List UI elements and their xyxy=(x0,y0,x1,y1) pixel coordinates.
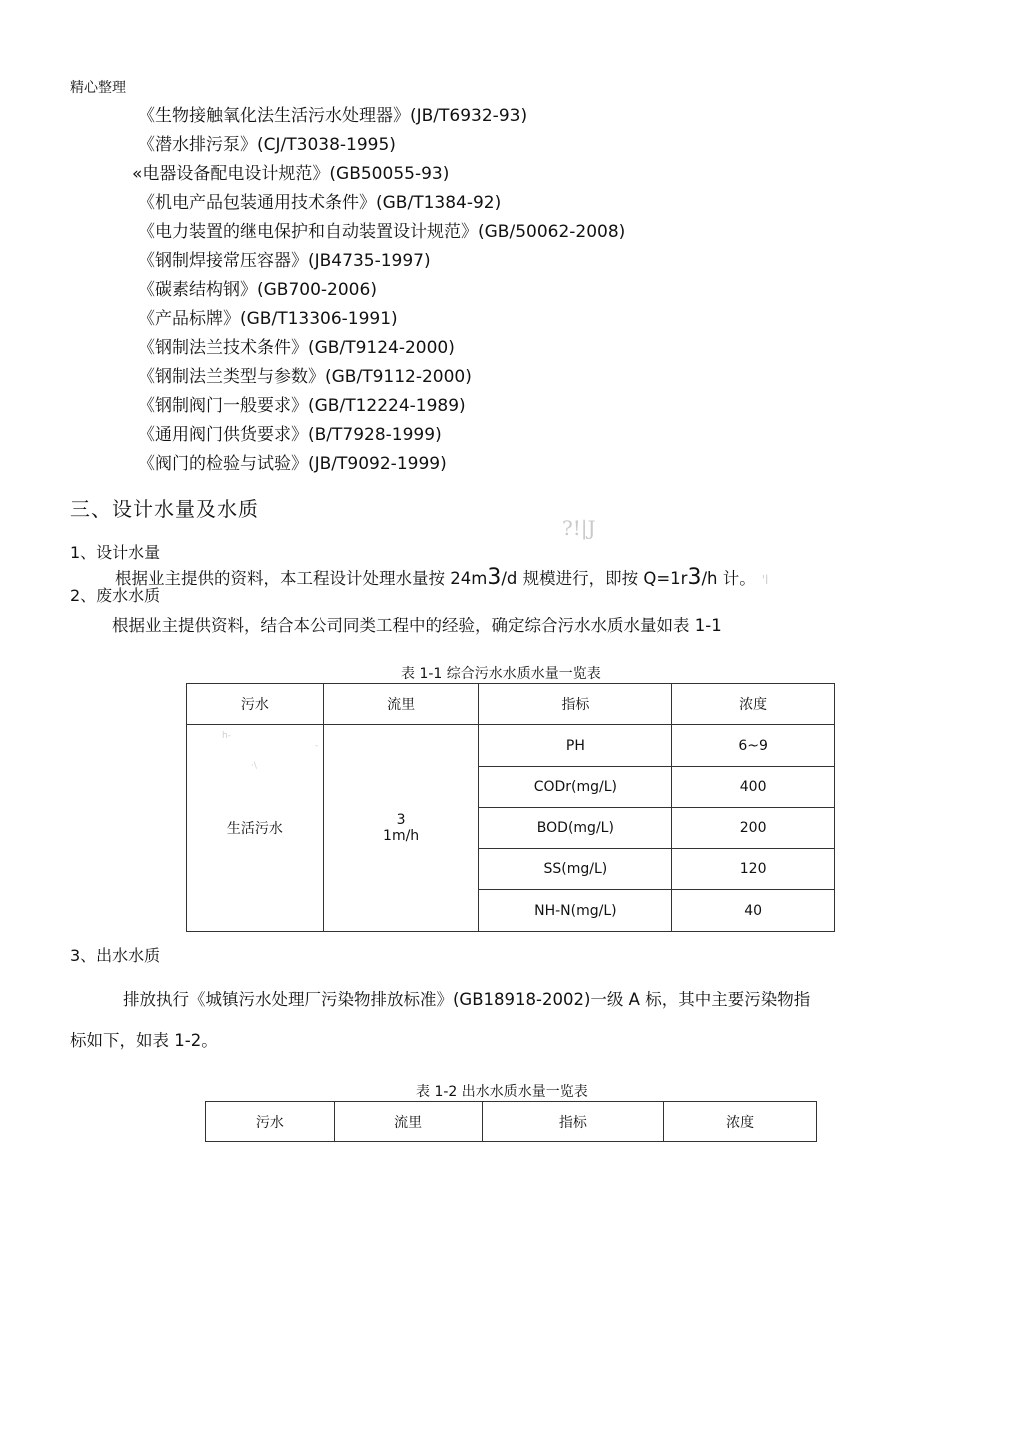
standard-item: 《碳素结构钢》(GB700-2006) xyxy=(138,280,377,300)
wastewater-quality-text: 根据业主提供资料，结合本公司同类工程中的经验，确定综合污水水质水量如表 1-1 xyxy=(112,616,722,635)
standard-item: 《钢制阀门一般要求》(GB/T12224-1989) xyxy=(138,396,466,416)
effluent-quality-text-1: 排放执行《城镇污水处理厂污染物排放标准》(GB18918-2002)一级 A 标，其中主要污染物指 xyxy=(123,990,811,1009)
page-header: 精心整理 xyxy=(70,80,126,96)
standard-item: 《电力装置的继电保护和自动装置设计规范》(GB/50062-2008) xyxy=(138,222,626,242)
standard-item: 《通用阀门供货要求》(B/T7928-1999) xyxy=(138,425,442,445)
table2-header-cell: 浓度 xyxy=(664,1102,817,1142)
design-flow-superscript-a: 3 xyxy=(487,565,502,590)
subsection-effluent-quality-title: 3、出水水质 xyxy=(70,946,161,965)
table1-indicator: BOD(mg/L) xyxy=(479,808,672,849)
design-flow-text-a: 根据业主提供的资料，本工程设计处理水量按 24m xyxy=(115,569,488,588)
table1-value: 400 xyxy=(672,767,835,808)
design-flow-tail-mark: 'l xyxy=(761,573,769,587)
table1-header-cell: 浓度 xyxy=(672,684,835,725)
standard-item: 《钢制法兰技术条件》(GB/T9124-2000) xyxy=(138,338,455,358)
table1-flow-superscript: 3 xyxy=(396,812,406,828)
table1-indicator: NH-N(mg/L) xyxy=(479,890,672,932)
standard-item: 《机电产品包装通用技术条件》(GB/T1384-92) xyxy=(138,193,502,213)
table2-header-row xyxy=(206,1102,817,1142)
table1-water-type: 生活污水 xyxy=(226,821,283,837)
design-flow-text-b: /d 规模进行，即按 Q=1r xyxy=(501,569,688,588)
design-flow-superscript-b: 3 xyxy=(687,565,702,590)
effluent-quality-text-2: 标如下，如表 1-2。 xyxy=(70,1031,218,1050)
table2-header-cell: 流里 xyxy=(334,1102,482,1142)
standard-item: 《生物接触氧化法生活污水处理器》(JB/T6932-93) xyxy=(138,106,528,126)
table1-header-cell: 污水 xyxy=(187,684,324,725)
design-flow-text-c: /h 计。 xyxy=(701,569,756,588)
ghost-mark: ·\ xyxy=(251,761,257,771)
table1 xyxy=(186,683,835,932)
table1-value: 200 xyxy=(672,808,835,849)
section-title: 三、设计水量及水质 xyxy=(70,497,259,521)
table-row xyxy=(187,725,835,767)
table2-caption: 表 1-2 出水水质水量一览表 xyxy=(416,1084,588,1100)
standard-item: 《阀门的检验与试验》(JB/T9092-1999) xyxy=(138,454,447,474)
table1-flow-cell xyxy=(323,725,479,932)
table2 xyxy=(205,1101,817,1142)
table1-value: 40 xyxy=(672,890,835,932)
table1-value: 6~9 xyxy=(672,725,835,767)
subsection-wastewater-quality-title: 2、废水水质 xyxy=(70,586,161,605)
standard-item: 《钢制法兰类型与参数》(GB/T9112-2000) xyxy=(138,367,472,387)
faint-mark: ?!|J xyxy=(562,516,596,540)
table1-indicator: CODr(mg/L) xyxy=(479,767,672,808)
standard-item: «电器设备配电设计规范》(GB50055-93) xyxy=(132,164,450,184)
standard-item: 《产品标牌》(GB/T13306-1991) xyxy=(138,309,398,329)
table1-flow-value: 1m/h xyxy=(383,828,420,844)
design-flow-text xyxy=(115,565,768,590)
table1-indicator: PH xyxy=(479,725,672,767)
table1-header-cell: 指标 xyxy=(479,684,672,725)
table1-value: 120 xyxy=(672,849,835,890)
ghost-mark: - xyxy=(315,741,319,751)
table1-water-type-cell xyxy=(187,725,324,932)
standard-item: 《潜水排污泵》(CJ/T3038-1995) xyxy=(138,135,396,155)
standard-item: 《钢制焊接常压容器》(JB4735-1997) xyxy=(138,251,431,271)
table1-header-row xyxy=(187,684,835,725)
ghost-mark: h- xyxy=(222,731,231,741)
subsection-design-flow-title: 1、设计水量 xyxy=(70,543,161,562)
table2-header-cell: 污水 xyxy=(206,1102,335,1142)
table1-indicator: SS(mg/L) xyxy=(479,849,672,890)
table2-header-cell: 指标 xyxy=(482,1102,664,1142)
table1-caption: 表 1-1 综合污水水质水量一览表 xyxy=(401,666,601,682)
table1-header-cell: 流里 xyxy=(323,684,479,725)
